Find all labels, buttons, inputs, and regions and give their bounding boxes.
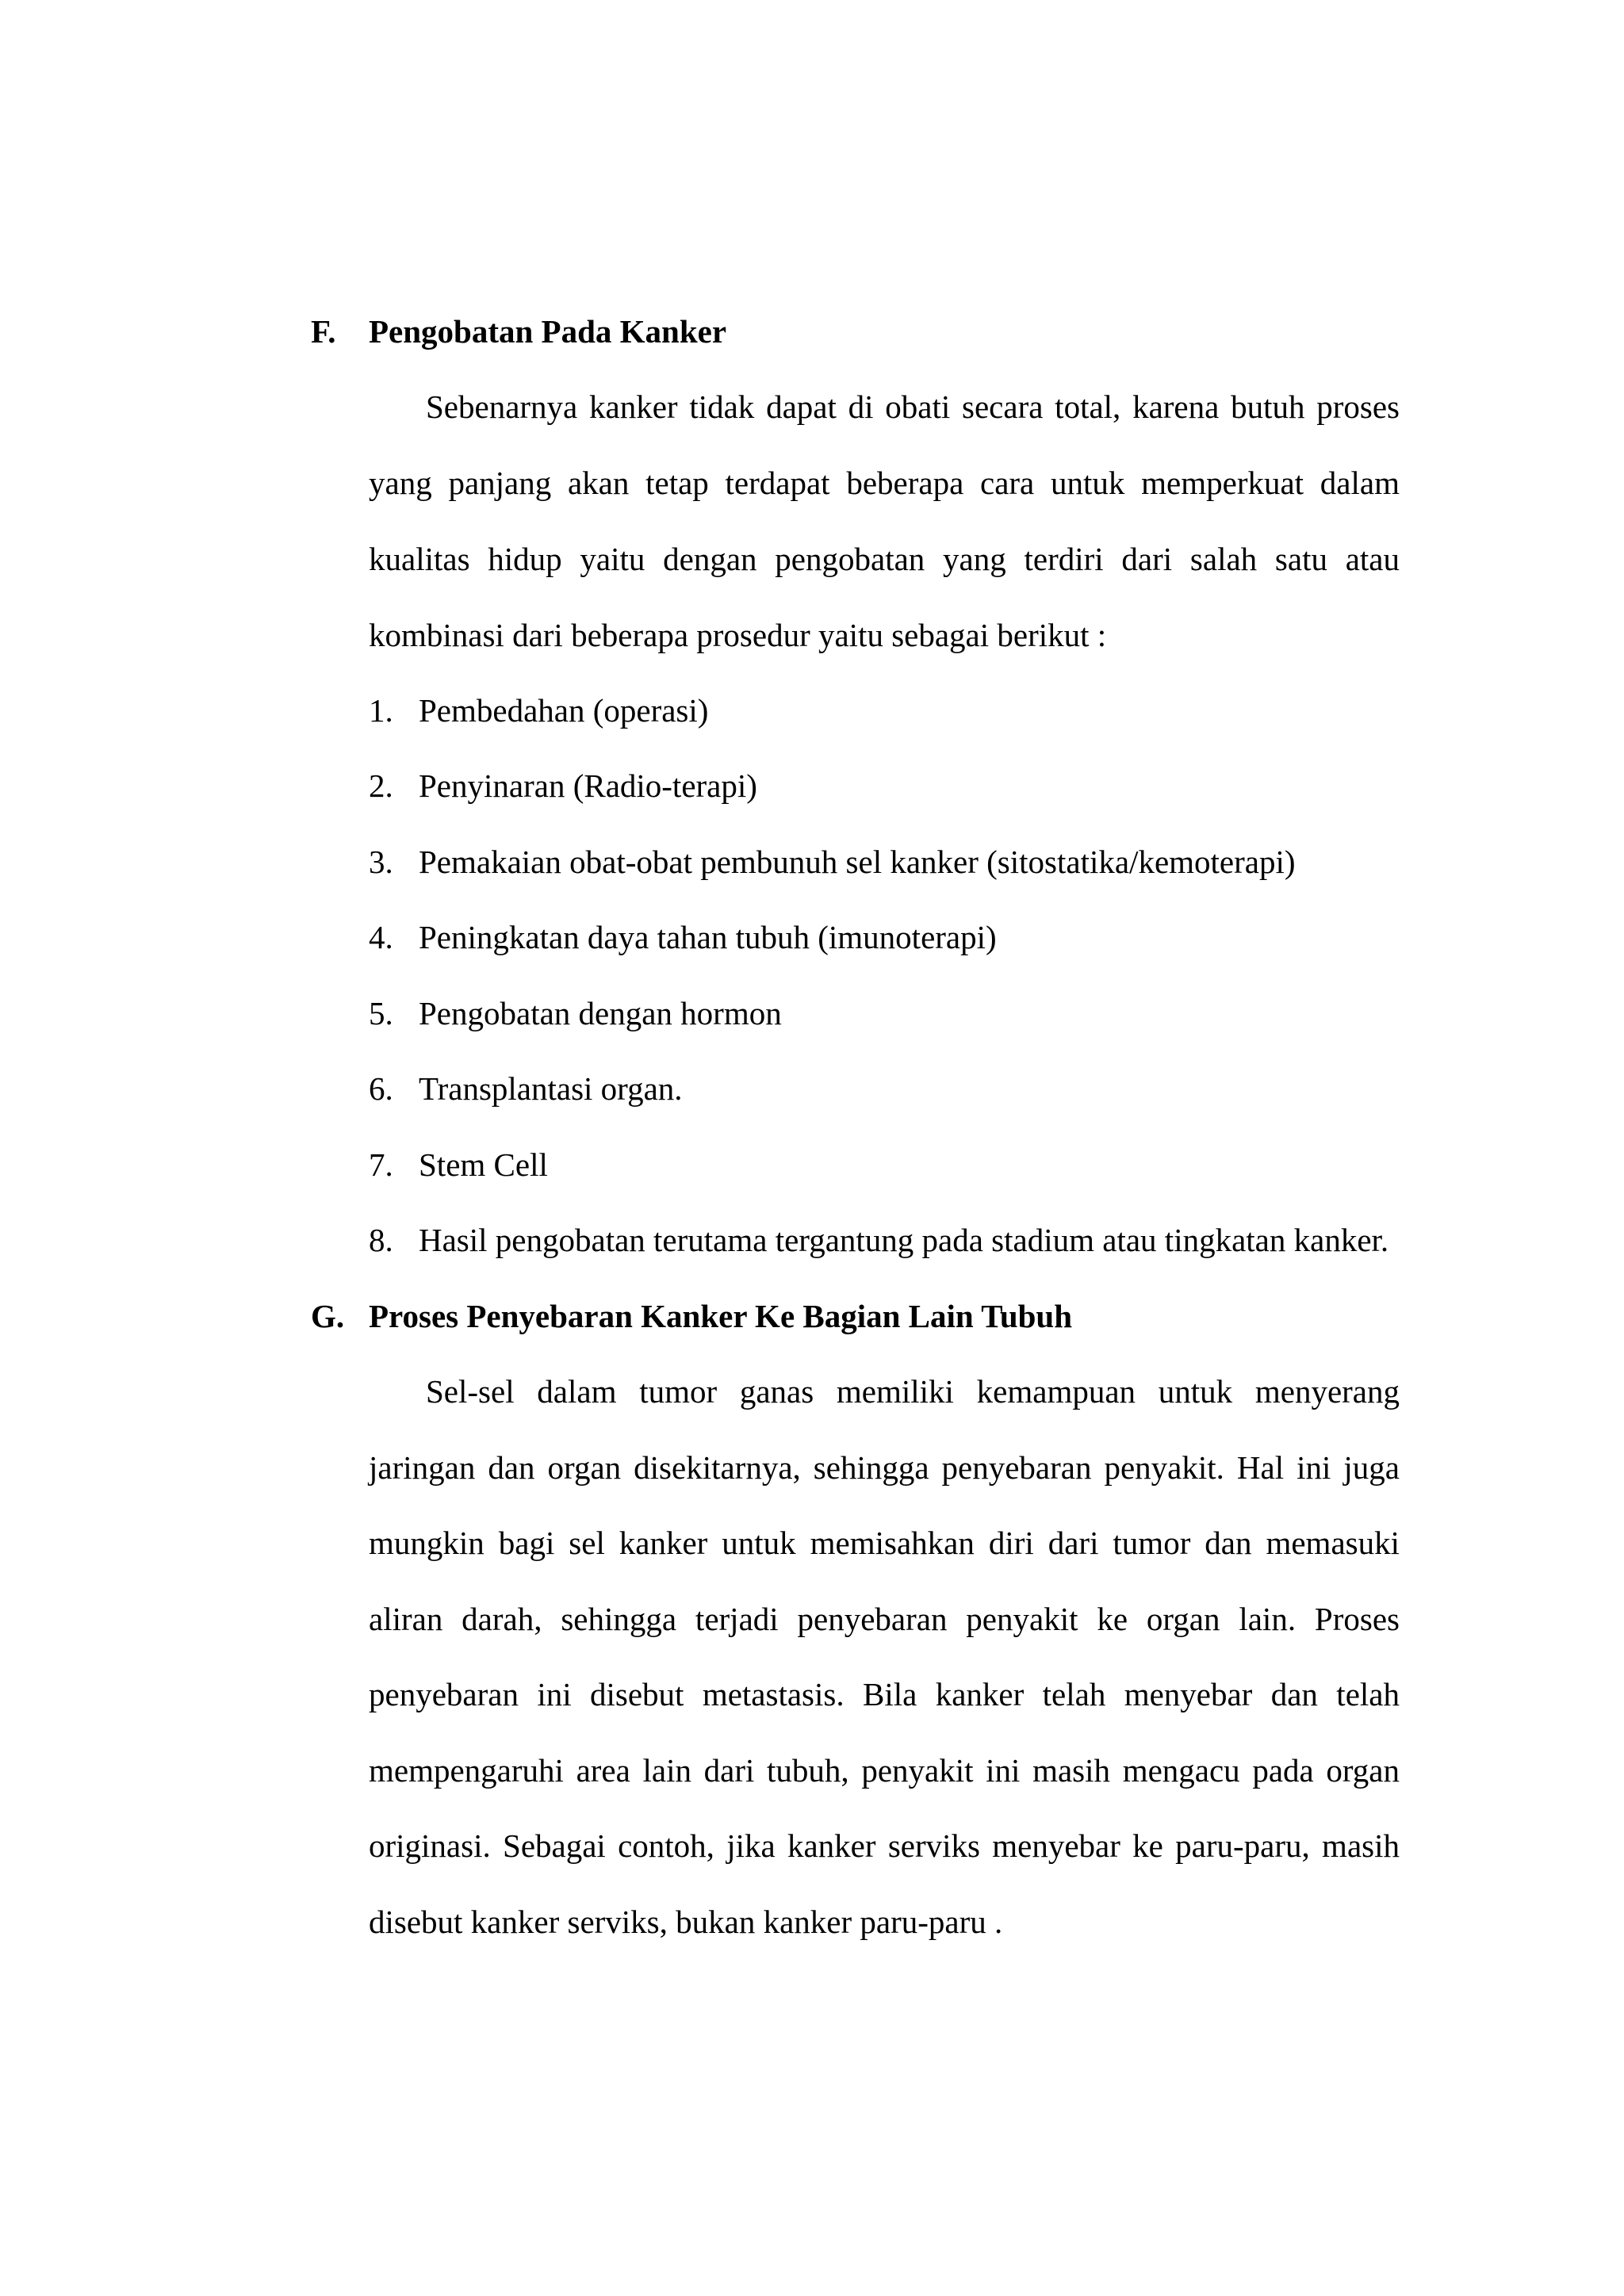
section-g-paragraph-line: originasi. Sebagai contoh, jika kanker serviks menyebar ke paru-paru, masih <box>369 1827 1400 1864</box>
list-item-text: Pengobatan dengan hormon <box>419 995 782 1031</box>
section-g-paragraph-line: penyebaran ini disebut metastasis. Bila kanker telah menyebar dan telah <box>369 1676 1400 1712</box>
section-f-paragraph-line: Sebenarnya kanker tidak dapat di obati secara total, karena butuh proses <box>426 388 1400 425</box>
list-item-number: 5. <box>369 995 393 1031</box>
section-g-paragraph-line: Sel-sel dalam tumor ganas memiliki kemampuan untuk menyerang <box>426 1373 1400 1410</box>
section-f-title: Pengobatan Pada Kanker <box>369 313 727 350</box>
section-g-paragraph-line: mempengaruhi area lain dari tubuh, penyakit ini masih mengacu pada organ <box>369 1752 1400 1789</box>
section-g-paragraph-line: aliran darah, sehingga terjadi penyebaran penyakit ke organ lain. Proses <box>369 1601 1400 1637</box>
list-item-number: 3. <box>369 844 393 880</box>
section-f-paragraph-line: kombinasi dari beberapa prosedur yaitu sebagai berikut : <box>369 617 1107 653</box>
list-item-text: Pemakaian obat-obat pembunuh sel kanker (sitostatika/kemoterapi) <box>419 844 1296 880</box>
list-item-number: 4. <box>369 919 393 955</box>
list-item-number: 7. <box>369 1146 393 1183</box>
list-item-number: 1. <box>369 692 393 729</box>
section-g-title: Proses Penyebaran Kanker Ke Bagian Lain Tubuh <box>369 1298 1073 1334</box>
section-f-paragraph-line: kualitas hidup yaitu dengan pengobatan yang terdiri dari salah satu atau <box>369 541 1400 577</box>
list-item-text: Transplantasi organ. <box>419 1070 683 1107</box>
list-item-number: 2. <box>369 767 393 804</box>
section-g-marker: G. <box>311 1298 345 1334</box>
list-item-text: Peningkatan daya tahan tubuh (imunoterapi) <box>419 919 997 955</box>
list-item-number: 6. <box>369 1070 393 1107</box>
section-f-marker: F. <box>311 313 336 350</box>
section-f-paragraph-line: yang panjang akan tetap terdapat beberapa cara untuk memperkuat dalam <box>369 465 1400 501</box>
list-item-text: Penyinaran (Radio-terapi) <box>419 767 757 804</box>
list-item-text: Hasil pengobatan terutama tergantung pada stadium atau tingkatan kanker. <box>419 1222 1389 1258</box>
section-g-paragraph-line: mungkin bagi sel kanker untuk memisahkan diri dari tumor dan memasuki <box>369 1525 1400 1561</box>
section-g-paragraph-line: disebut kanker serviks, bukan kanker paru-paru . <box>369 1904 1003 1940</box>
list-item-text: Stem Cell <box>419 1146 548 1183</box>
list-item-text: Pembedahan (operasi) <box>419 692 709 729</box>
section-g-paragraph-line: jaringan dan organ disekitarnya, sehingga penyebaran penyakit. Hal ini juga <box>369 1449 1400 1486</box>
list-item-number: 8. <box>369 1222 393 1258</box>
